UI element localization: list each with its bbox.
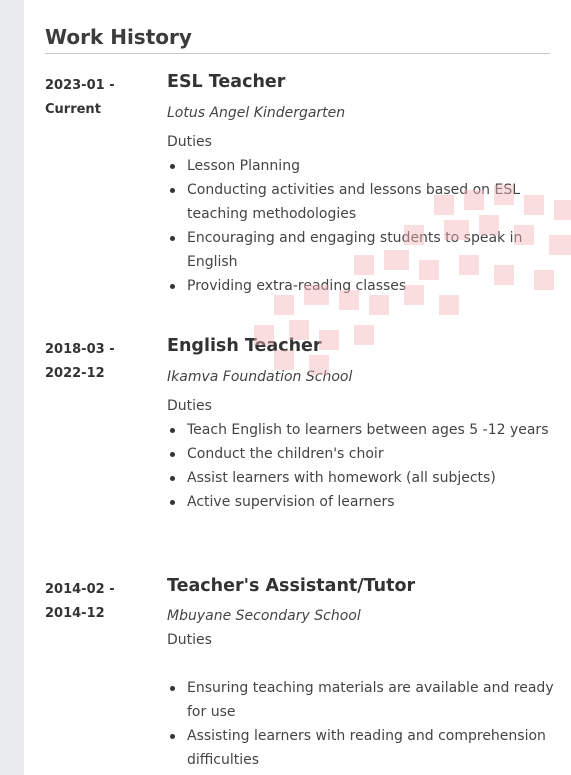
date-start: 2018-03 - <box>45 342 115 357</box>
date-end: 2014-12 <box>45 606 105 621</box>
duty-item: Active supervision of learners <box>167 490 567 514</box>
duty-item: Lesson Planning <box>167 154 567 178</box>
date-end: 2022-12 <box>45 366 105 381</box>
job-title: ESL Teacher <box>167 72 286 92</box>
duty-item: Encouraging and engaging students to speak in English <box>167 226 567 274</box>
duties-list <box>167 154 567 298</box>
date-start: 2023-01 - <box>45 78 115 93</box>
entry-content <box>167 574 567 772</box>
duty-item: Assist learners with homework (all subjects) <box>167 466 567 490</box>
duty-item: Assisting learners with reading and comprehension difficulties <box>167 724 567 772</box>
section-title: Work History <box>45 25 192 49</box>
duty-item: Providing extra-reading classes <box>167 274 567 298</box>
entry-content <box>167 70 567 298</box>
company-name: Lotus Angel Kindergarten <box>167 105 346 121</box>
entry-dates <box>45 74 145 122</box>
duties-list <box>167 676 567 772</box>
job-title: Teacher's Assistant/Tutor <box>167 576 416 596</box>
duties-label: Duties <box>167 398 212 414</box>
section-divider <box>45 53 550 54</box>
duties-label: Duties <box>167 632 212 648</box>
duty-item: Conducting activities and lessons based on ESL teaching methodologies <box>167 178 567 226</box>
entry-dates <box>45 338 145 386</box>
duties-list <box>167 418 567 514</box>
company-name: Ikamva Foundation School <box>167 369 353 385</box>
duty-item: Ensuring teaching materials are available and ready for use <box>167 676 567 724</box>
date-end: Current <box>45 102 101 117</box>
date-start: 2014-02 - <box>45 582 115 597</box>
resume-page <box>24 0 571 775</box>
entry-content <box>167 334 567 514</box>
entry-dates <box>45 578 145 626</box>
duties-label: Duties <box>167 134 212 150</box>
company-name: Mbuyane Secondary School <box>167 608 361 624</box>
job-title: English Teacher <box>167 336 322 356</box>
duty-item: Teach English to learners between ages 5 -12 years <box>167 418 567 442</box>
duty-item: Conduct the children's choir <box>167 442 567 466</box>
